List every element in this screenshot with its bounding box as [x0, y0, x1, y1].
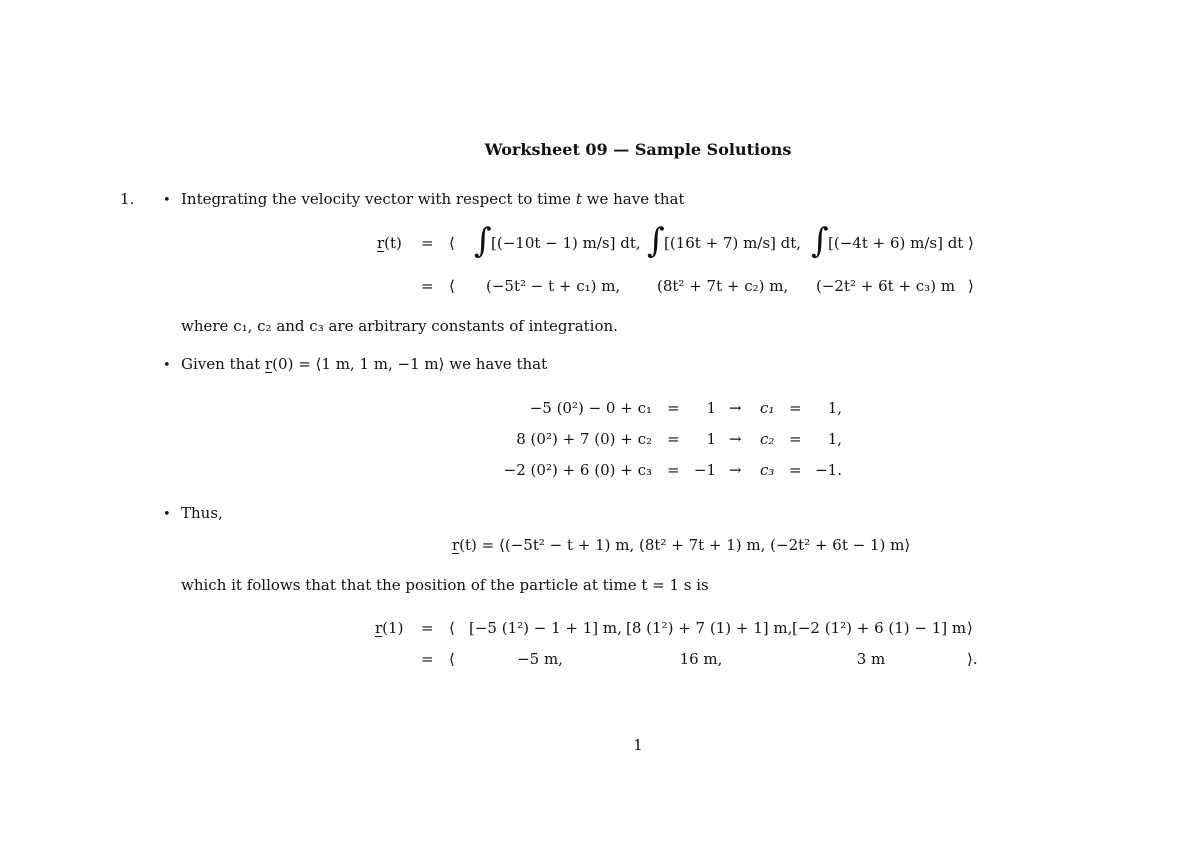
init-eq-3-lhs: −2 (0²) + 6 (0) + c₃ — [503, 461, 652, 479]
bullet-1-glyph: • — [163, 193, 171, 208]
init-eq-2-constant: c₂ — [760, 430, 775, 448]
eq2-rangle: ⟩ — [968, 277, 974, 295]
init-eq-3-equals-2: = — [789, 461, 802, 479]
eval-eq-1-langle: ⟨ — [449, 619, 455, 637]
eq2-equals: = — [421, 277, 434, 295]
eq1-rangle: ⟩ — [968, 234, 974, 252]
integral-sign-z: ∫ — [811, 221, 829, 261]
integrand-x: [(−10t − 1) m/s] dt, — [491, 234, 641, 252]
follow-text: which it follows that that the position of the particle at time t = 1 s is — [181, 576, 709, 594]
position-function — [452, 538, 910, 553]
bullet-1-intro-text: Integrating the velocity vector with respect to time — [181, 190, 572, 208]
bullet-3-intro: Thus, — [181, 504, 223, 522]
result-x: (−5t² − t + c₁) m, — [486, 277, 621, 295]
bullet-2-intro — [181, 357, 547, 372]
eq1-equals: = — [421, 234, 434, 252]
init-eq-2-lhs: 8 (0²) + 7 (0) + c₂ — [516, 430, 652, 448]
position-vector-r: r — [452, 536, 460, 554]
bullet-1-intro-tail: we have that — [586, 190, 685, 208]
init-eq-2-result: 1, — [827, 430, 842, 448]
init-eq-2-equals: = — [667, 430, 680, 448]
init-eq-2-equals-2: = — [789, 430, 802, 448]
page-title: Worksheet 09 — Sample Solutions — [484, 140, 792, 159]
position-vector-r: r — [375, 619, 383, 637]
init-eq-3-constant: c₃ — [760, 461, 775, 479]
integrand-z: [(−4t + 6) m/s] dt — [828, 234, 964, 252]
eval-lhs-arg: (1) — [382, 619, 404, 637]
init-eq-3-result: −1. — [815, 461, 842, 479]
eq1-lhs-arg: (t) — [384, 234, 402, 252]
init-eq-1-value: 1 — [706, 399, 716, 417]
bullet-2-intro-b: (0) = ⟨1 m, 1 m, −1 m⟩ we have that — [272, 355, 548, 373]
eval-result-x: −5 m, — [517, 650, 563, 668]
init-eq-1-arrow: → — [729, 399, 742, 417]
bullet-3-glyph: • — [163, 507, 171, 522]
eval-eq-2-equals: = — [421, 650, 434, 668]
init-eq-1-result: 1, — [827, 399, 842, 417]
eval-eq-1-rangle: ⟩ — [967, 619, 973, 637]
constants-note: where c₁, c₂ and c₃ are arbitrary constants of integration. — [181, 317, 618, 335]
integral-sign-x: ∫ — [474, 221, 492, 261]
integrand-y: [(16t + 7) m/s] dt, — [664, 234, 802, 252]
bullet-1-intro-var: t — [575, 190, 582, 208]
bullet-2-glyph: • — [163, 358, 171, 373]
init-eq-3-arrow: → — [729, 461, 742, 479]
position-vector-r: r — [265, 355, 273, 373]
result-z: (−2t² + 6t + c₃) m — [816, 277, 956, 295]
init-eq-1-equals: = — [667, 399, 680, 417]
result-y: (8t² + 7t + c₂) m, — [657, 277, 789, 295]
eval-sub-z: [−2 (1²) + 6 (1) − 1] m — [792, 619, 967, 637]
page-number: 1 — [633, 736, 643, 754]
eq1-langle: ⟨ — [449, 234, 455, 252]
eval-sub-x: [−5 (1²) − 1 + 1] m, — [469, 619, 622, 637]
init-eq-2-value: 1 — [706, 430, 716, 448]
init-eq-1-lhs: −5 (0²) − 0 + c₁ — [529, 399, 652, 417]
integral-sign-y: ∫ — [647, 221, 665, 261]
eval-lhs — [375, 621, 403, 636]
bullet-1-intro — [181, 192, 685, 207]
init-eq-3-equals: = — [667, 461, 680, 479]
eval-result-z: 3 m — [856, 650, 886, 668]
init-eq-1-equals-2: = — [789, 399, 802, 417]
eval-sub-y: [8 (1²) + 7 (1) + 1] m, — [626, 619, 793, 637]
bullet-2-intro-a: Given that — [181, 355, 261, 373]
eval-eq-1-equals: = — [421, 619, 434, 637]
eval-eq-2-langle: ⟨ — [449, 650, 455, 668]
position-function-rest: (t) = ⟨(−5t² − t + 1) m, (8t² + 7t + 1) m, (−2t² + 6t − 1) m⟩ — [459, 536, 911, 554]
init-eq-1-constant: c₁ — [760, 399, 775, 417]
eq1-lhs — [377, 236, 402, 251]
eval-result-y: 16 m, — [679, 650, 723, 668]
init-eq-2-arrow: → — [729, 430, 742, 448]
init-eq-3-value: −1 — [693, 461, 716, 479]
eq2-langle: ⟨ — [449, 277, 455, 295]
position-vector-r: r — [377, 234, 385, 252]
problem-number: 1. — [120, 190, 135, 208]
eval-eq-2-rangle: ⟩. — [967, 650, 978, 668]
